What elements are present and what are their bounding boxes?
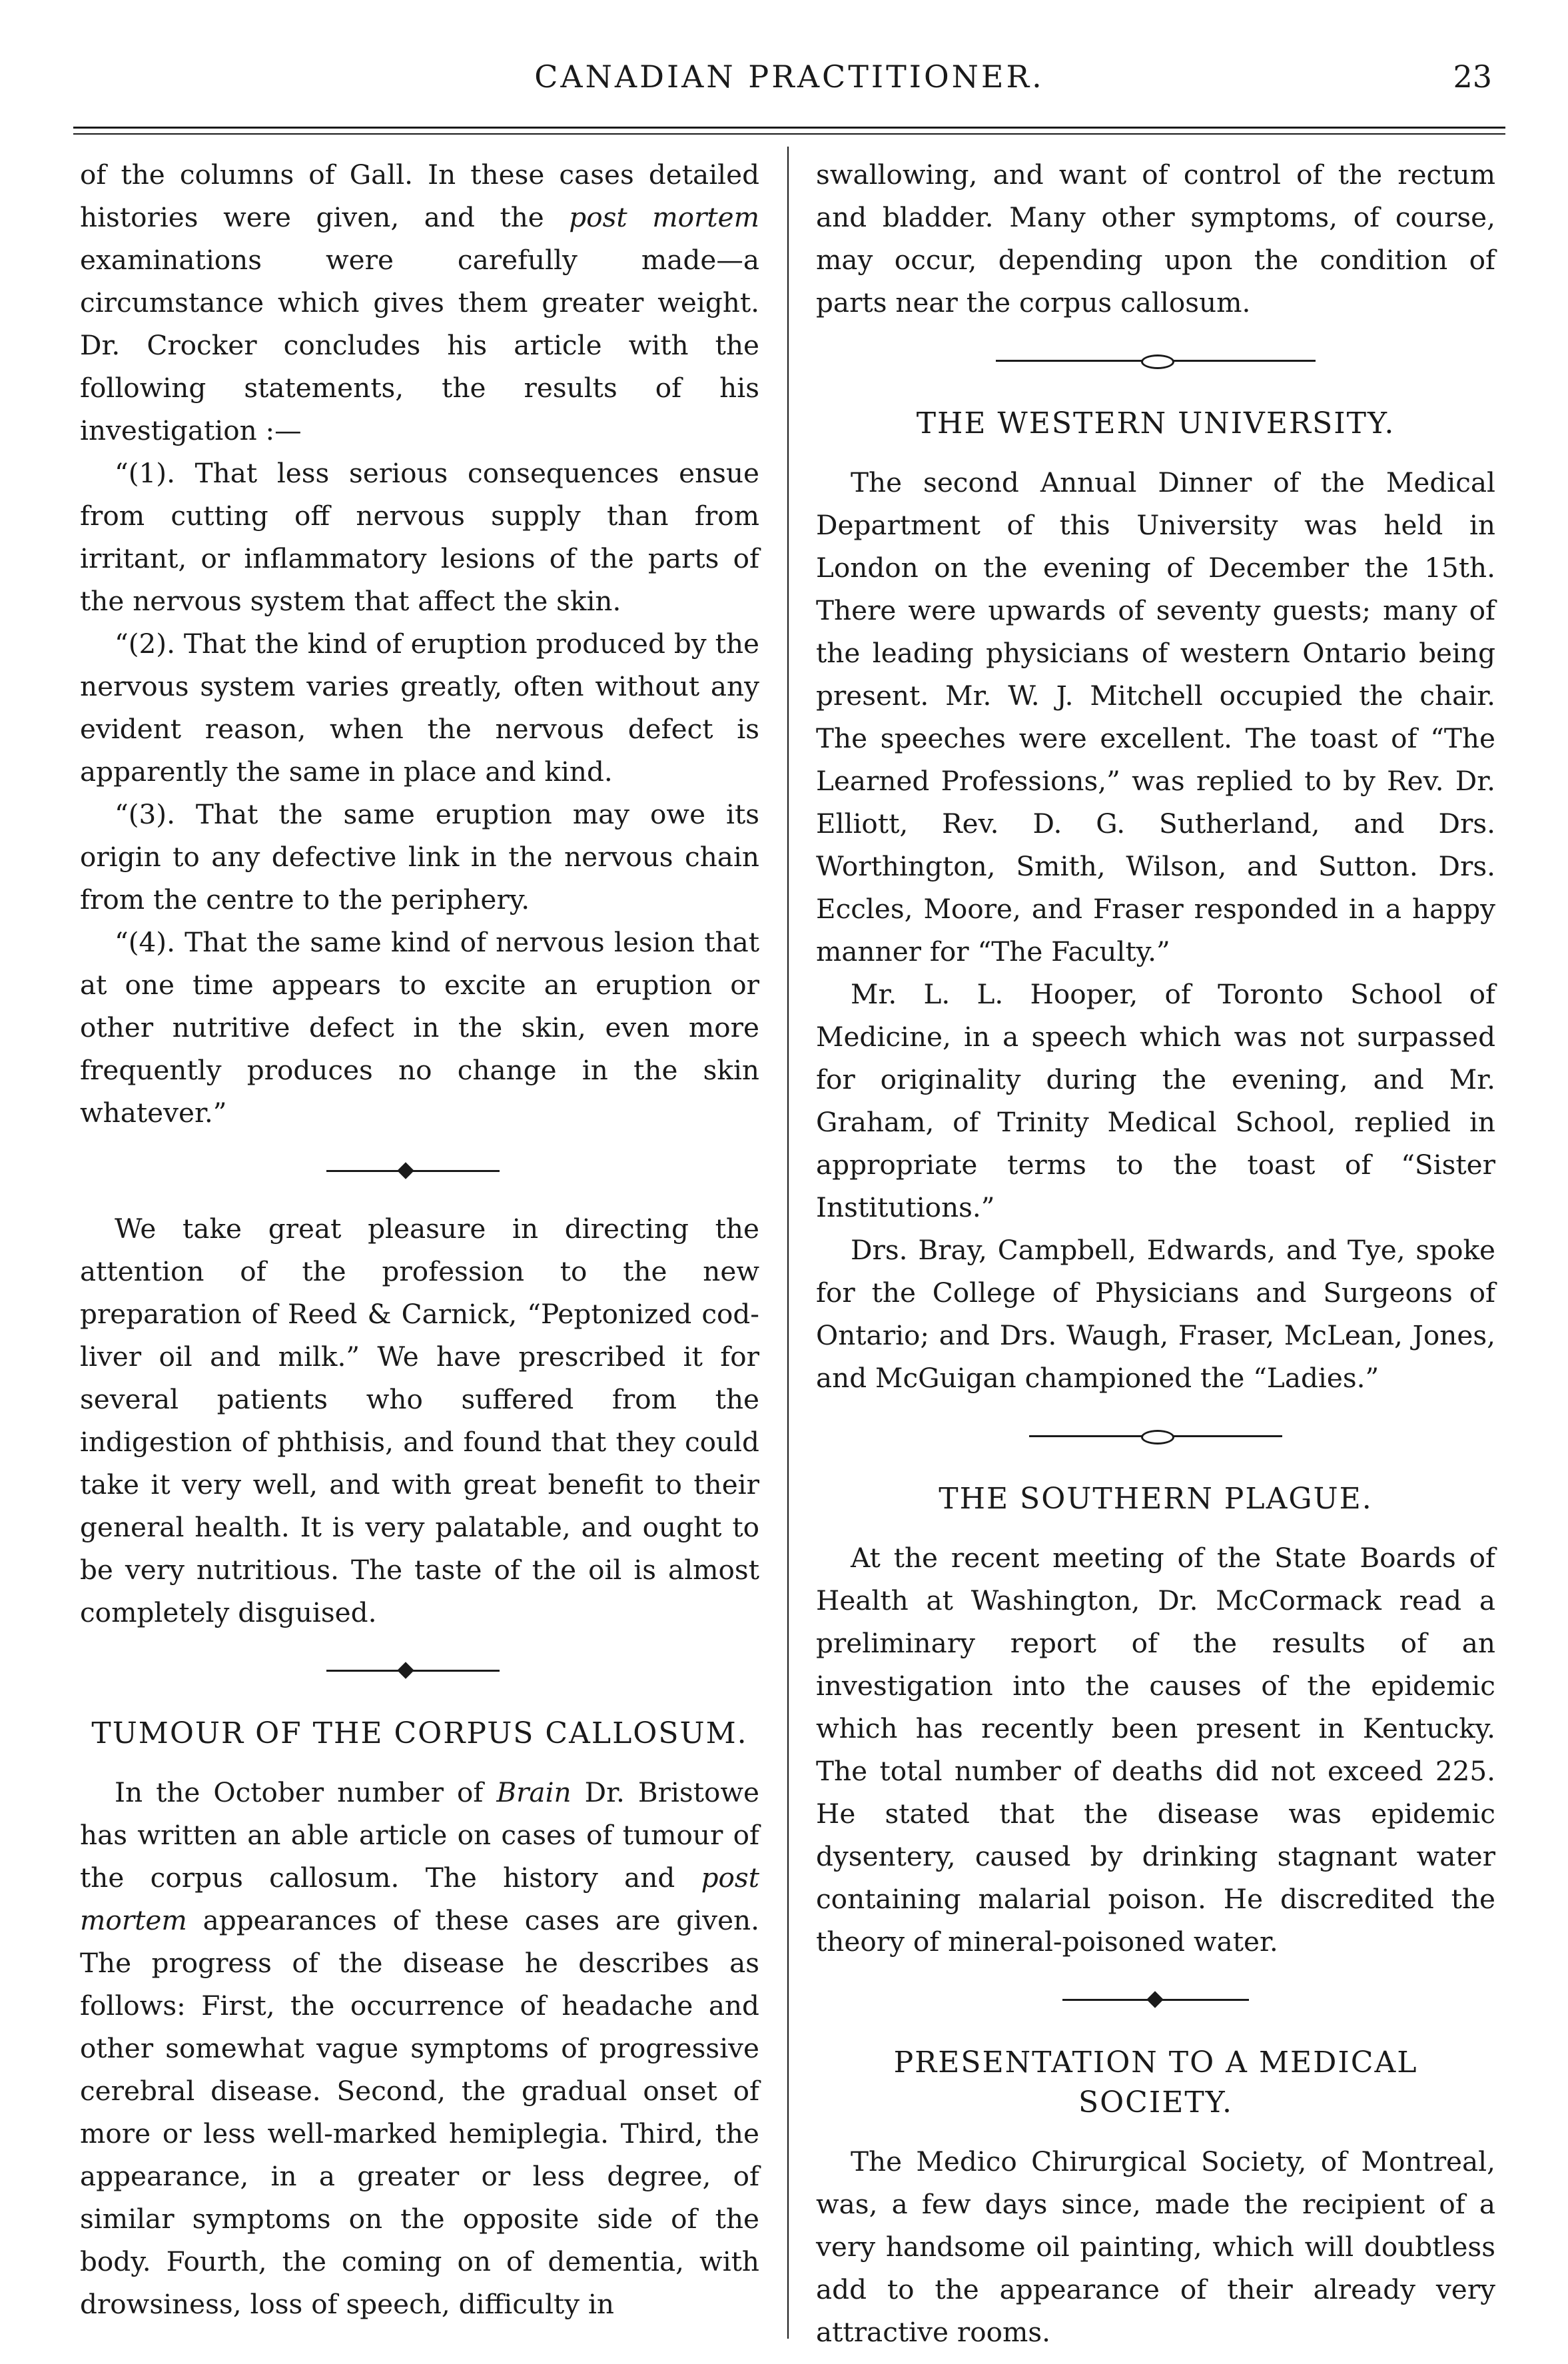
paragraph: swallowing, and want of control of the rectum and bladder. Many other symptoms, of course, may occur, depending upon the condition of parts near the corpus callosum. [816,159,1495,318]
page-number: 23 [1453,59,1492,95]
paragraph-bray: Drs. Bray, Campbell, Edwards, and Tye, spoke for the College of Physicians and Surgeons of Ontario; and Drs. Waugh, Fraser, McLean, Jones, and McGuigan championed the “Ladies.” [816,1234,1495,1394]
heading-tumour: TUMOUR OF THE CORPUS CALLOSUM. [91,1716,748,1750]
running-title: CANADIAN PRACTITIONER. [534,59,1044,95]
quoted-conclusion-2: “(2). That the kind of eruption produced by the nervous system varies greatly, often without any evident reason, when the nervous defect is apparently the same in place and kind. [80,628,759,788]
page-header [73,53,1505,113]
heading-southern-plague: THE SOUTHERN PLAGUE. [939,1482,1373,1516]
heading-western-university: THE WESTERN UNIVERSITY. [916,406,1395,440]
paragraph-tumour: In the October number of Brain Dr. Bristowe has written an able article on cases of tumour of the corpus callosum. The history and post mortem appearances of these cases are given. The progress of the disease he describes as follows: First, the occurrence of headache and other somewhat vague symptoms of progressive cerebral disease. Second, the gradual onset of more or less well-marked hemiplegia. Third, the appearance, in a greater or less degree, of similar symptoms on the opposite side of the body. Fourth, the coming on of dementia, with drowsiness, loss of speech, difficulty in [80,1776,759,2320]
quoted-conclusion-1: “(1). That less serious consequences ensue from cutting off nervous supply than from irritant, or inflammatory lesions of the parts of the nervous system that affect the skin. [80,457,759,617]
quoted-conclusion-3: “(3). That the same eruption may owe its origin to any defective link in the nervous chain from the centre to the periphery. [80,798,759,915]
page [73,53,1505,2348]
left-column [80,153,759,2325]
paragraph-dinner: The second Annual Dinner of the Medical Department of this University was held in London on the evening of December the 15th. There were upwards of seventy guests; many of the leading physicians of western Ontario being present. Mr. W. J. Mitchell occupied the chair. The speeches were excellent. The toast of “The Learned Professions,” was replied to by Rev. Dr. Elliott, Rev. D. G. Sutherland, and Drs. Worthington, Smith, Wilson, and Sutton. Drs. Eccles, Moore, and Fraser responded in a happy manner for “The Faculty.” [816,466,1495,967]
column-divider [787,147,789,2339]
paragraph-medico-chirurgical: The Medico Chirurgical Society, of Montreal, was, a few days since, made the recipient of a very handsome oil painting, which will doubtless add to the appearance of their already very attractive rooms. [816,2145,1495,2348]
section-separator [80,1147,759,1194]
right-column [816,153,1495,2353]
quoted-conclusion-4: “(4). That the same kind of nervous lesion that at one time appears to excite an eruption or other nutritive defect in the skin, even more frequently produces no change in the skin whatever.” [80,926,759,1129]
header-rule [73,127,1505,129]
section-separator [816,1976,1495,2023]
section-separator [80,1647,759,1694]
heading-presentation: PRESENTATION TO A MEDICAL SOCIETY. [893,2046,1418,2119]
paragraph-cod-liver-oil: We take great pleasure in directing the attention of the profession to the new preparation of Reed & Carnick, “Peptonized cod-liver oil and milk.” We have prescribed it for several patients who suffered from the indigestion of phthisis, and found that they could take it very well, and with great benefit to their general health. It is very palatable, and ought to be very nutritious. The taste of the oil is almost completely disguised. [80,1213,759,1628]
paragraph: of the columns of Gall. In these cases detailed histories were given, and the post mortem examinations were carefully made—a circumstance which gives them greater weight. Dr. Crocker concludes his article with the following statements, the results of his investigation :— [80,159,759,446]
paragraph-plague: At the recent meeting of the State Boards of Health at Washington, Dr. McCormack read a preliminary report of the results of an investigation into the causes of the epidemic which has recently been present in Kentucky. The total number of deaths did not exceed 225. He stated that the disease was epidemic dysentery, caused by drinking stagnant water containing malarial poison. He discredited the theory of mineral-poisoned water. [816,1542,1495,1958]
paragraph-hooper: Mr. L. L. Hooper, of Toronto School of Medicine, in a speech which was not surpassed for originality during the evening, and Mr. Graham, of Trinity Medical School, replied in appropriate terms to the toast of “Sister Institutions.” [816,978,1495,1223]
section-separator [816,337,1495,384]
section-separator [816,1413,1495,1459]
header-rule-thin [73,133,1505,135]
